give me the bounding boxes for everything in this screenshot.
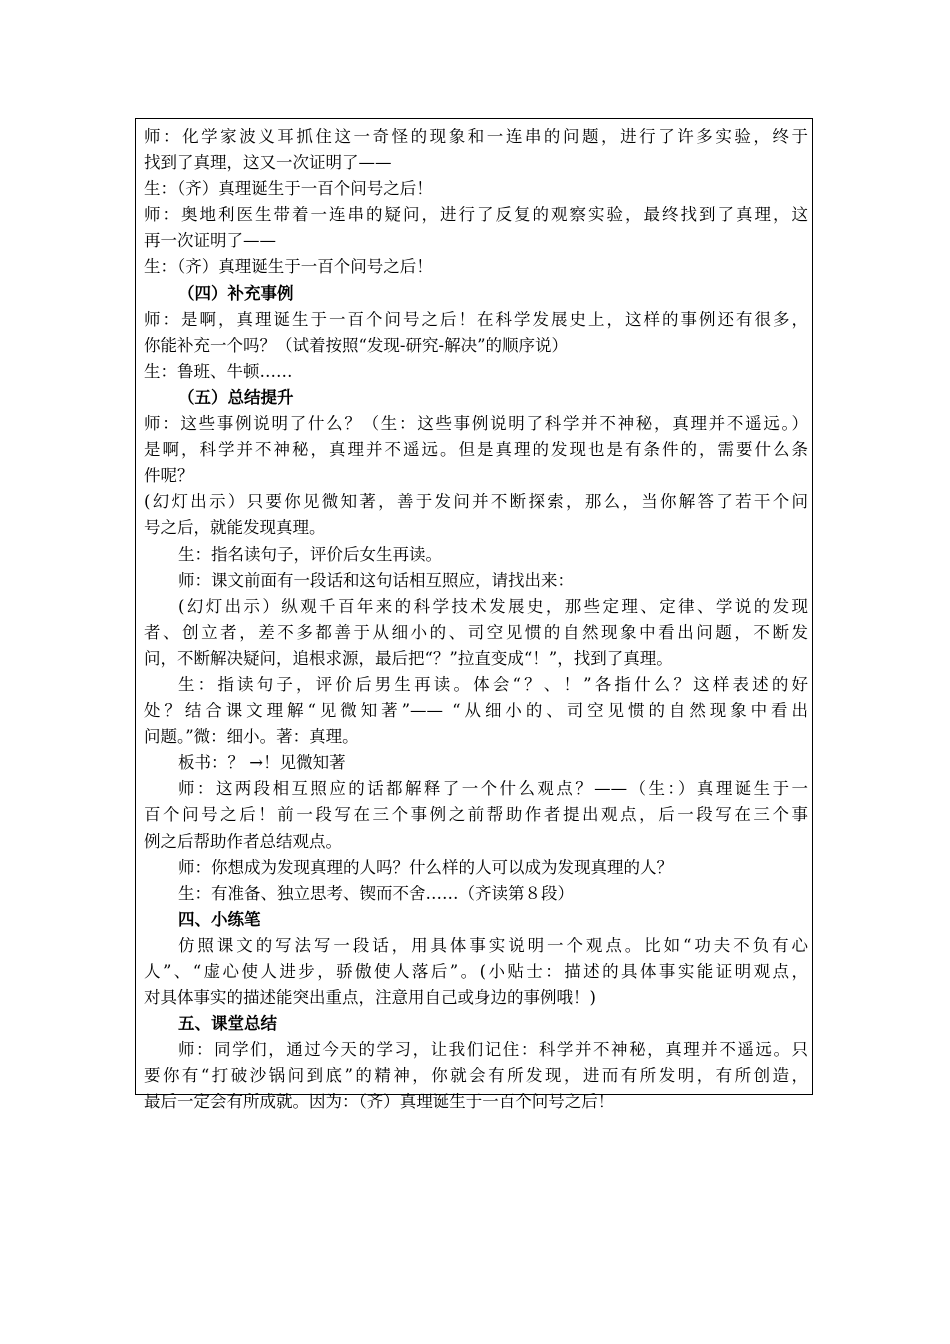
section-heading: （四）补充事例 [178,283,294,303]
text-line: 师：化学家波义耳抓住这一奇怪的现象和一连串的问题，进行了许多实验，终于 [144,127,808,146]
text-line: 者、创立者，差不多都善于从细小的、司空见惯的自然现象中看出问题，不断发 [144,622,808,642]
text-line: 生：指读句子，评价后男生再读。体会“？、！”各指什么？这样表述的好 [178,674,808,694]
text-line: 师：课文前面有一段话和这句话相互照应，请找出来： [178,570,574,590]
text-line: 找到了真理，这又一次证明了—— [144,153,392,173]
text-line: 件呢？ [144,466,194,486]
text-line: 师：这些事例说明了什么？（生：这些事例说明了科学并不神秘，真理并不遥远。） [144,414,808,434]
text-line: 问，不断解决疑问，追根求源，最后把“？”拉直变成“！”，找到了真理。 [144,648,673,668]
text-line: 百个问号之后！前一段写在三个事例之前帮助作者提出观点，后一段写在三个事 [144,805,808,825]
text-line: 生：（齐）真理诞生于一百个问号之后！ [144,257,433,277]
section-heading: 四、小练笔 [178,909,261,929]
text-line: (幻灯出示）只要你见微知著，善于发问并不断探索，那么，当你解答了若干个问 [144,492,808,512]
text-line: 再一次证明了—— [144,231,276,251]
section-heading: 五、课堂总结 [178,1014,277,1034]
text-line: 要你有“打破沙锅问到底”的精神，你就会有所发现，进而有所发明，有所创造， [144,1066,808,1086]
text-line: 人”、“虚心使人进步，骄傲使人落后”。(小贴士：描述的具体事实能证明观点， [144,962,808,981]
text-line: 你能补充一个吗？（试着按照“发现-研究-解决”的顺序说） [144,335,569,355]
text-line: 仿照课文的写法写一段话，用具体事实说明一个观点。比如“功夫不负有心 [178,935,808,955]
text-line: 号之后，就能发现真理。 [144,518,326,538]
text-line: 对具体事实的描述能突出重点，注意用自己或身边的事例哦！) [144,988,596,1008]
text-line: 生：鲁班、牛顿…… [144,361,293,381]
text-line: 师：你想成为发现真理的人吗？什么样的人可以成为发现真理的人？ [178,857,673,877]
section-heading: （五）总结提升 [178,387,294,407]
text-line: 生：（齐）真理诞生于一百个问号之后！ [144,179,433,199]
text-line: 例之后帮助作者总结观点。 [144,831,342,851]
text-line: 问题。”微：细小。著：真理。 [144,727,359,747]
text-line: 最后一定会有所成就。因为：（齐）真理诞生于一百个问号之后！ [144,1092,615,1112]
text-line: 师：奥地利医生带着一连串的疑问，进行了反复的观察实验，最终找到了真理，这 [144,205,808,225]
text-line: 师：这两段相互照应的话都解释了一个什么观点？——（生：）真理诞生于一 [178,779,808,799]
text-line: 师：是啊，真理诞生于一百个问号之后！在科学发展史上，这样的事例还有很多， [144,309,808,329]
text-line: 师：同学们，通过今天的学习，让我们记住：科学并不神秘，真理并不遥远。只 [178,1040,808,1060]
text-line: (幻灯出示）纵观千百年来的科学技术发展史，那些定理、定律、学说的发现 [178,596,808,616]
text-line: 生：有准备、独立思考、锲而不舍……（齐读第８段） [178,883,574,903]
lesson-text [144,124,808,1116]
text-line: 处？结合课文理解“见微知著”—— “从细小的、司空见惯的自然现象中看出 [144,701,808,721]
text-line: 生：指名读句子，评价后女生再读。 [178,544,442,564]
text-line: 是啊，科学并不神秘，真理并不遥远。但是真理的发现也是有条件的，需要什么条 [144,440,808,460]
board-note: 板书：？ →！见微知著 [178,753,346,773]
